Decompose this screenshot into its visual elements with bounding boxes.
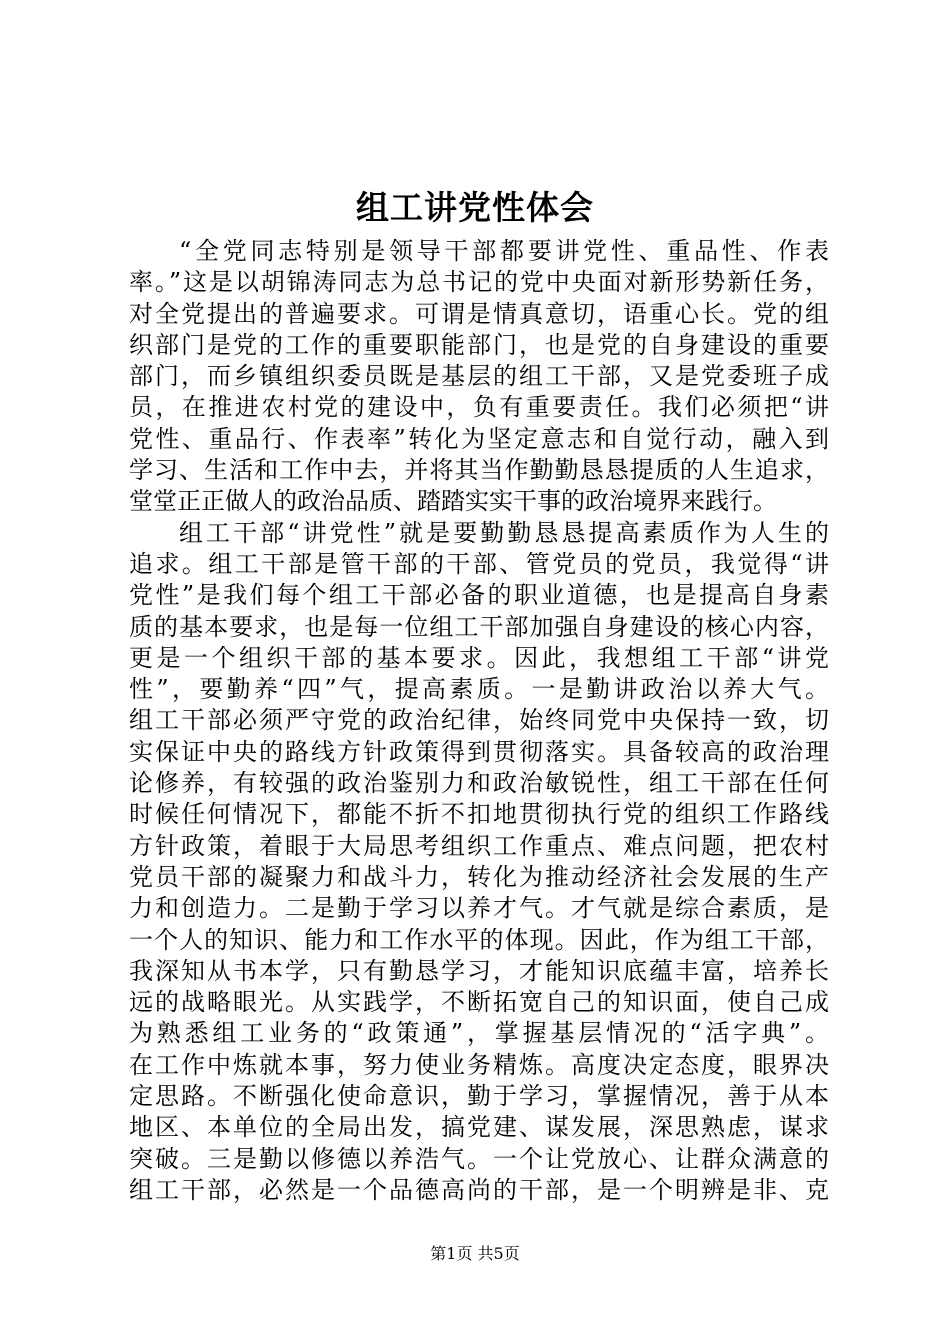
body-line: 党员干部的凝聚力和战斗力，转化为推动经济社会发展的生产 — [129, 862, 829, 891]
body-line: 我深知从书本学，只有勤恳学习，才能知识底蕴丰富，培养长 — [129, 956, 829, 985]
body-line: 组工干部，必然是一个品德高尚的干部，是一个明辨是非、克 — [129, 1175, 829, 1204]
body-line: 性”，要勤养“四”气，提高素质。一是勤讲政治以养大气。 — [129, 675, 829, 704]
body-line: 织部门是党的工作的重要职能部门，也是党的自身建设的重要 — [129, 330, 829, 359]
body-line: 员，在推进农村党的建设中，负有重要责任。我们必须把“讲 — [129, 393, 829, 422]
body-line: 追求。组工干部是管干部的干部、管党员的党员，我觉得“讲 — [129, 549, 829, 578]
body-line: 党性”是我们每个组工干部必备的职业道德，也是提高自身素 — [129, 581, 829, 610]
body-line: 组工干部“讲党性”就是要勤勤恳恳提高素质作为人生的 — [179, 518, 829, 547]
body-line: 定思路。不断强化使命意识，勤于学习，掌握情况，善于从本 — [129, 1082, 829, 1111]
body-line: 突破。三是勤以修德以养浩气。一个让党放心、让群众满意的 — [129, 1144, 829, 1173]
body-line: 组工干部必须严守党的政治纪律，始终同党中央保持一致，切 — [129, 706, 829, 735]
body-line: 质的基本要求，也是每一位组工干部加强自身建设的核心内容， — [129, 612, 829, 641]
body-line: 远的战略眼光。从实践学，不断拓宽自己的知识面，使自己成 — [129, 988, 829, 1017]
body-line: 学习、生活和工作中去，并将其当作勤勤恳恳提质的人生追求， — [129, 456, 829, 485]
body-line: 堂堂正正做人的政治品质、踏踏实实干事的政治境界来践行。 — [129, 487, 777, 516]
body-line: 实保证中央的路线方针政策得到贯彻落实。具备较高的政治理 — [129, 737, 829, 766]
document-body — [129, 236, 829, 1206]
body-line: 对全党提出的普遍要求。可谓是情真意切，语重心长。党的组 — [129, 299, 829, 328]
body-line: 方针政策，着眼于大局思考组织工作重点、难点问题，把农村 — [129, 831, 829, 860]
body-line: “全党同志特别是领导干部都要讲党性、重品性、作表 — [179, 237, 829, 265]
body-line: 部门，而乡镇组织委员既是基层的组工干部，又是党委班子成 — [129, 362, 829, 391]
body-line: 更是一个组织干部的基本要求。因此，我想组工干部“讲党 — [129, 643, 829, 672]
body-line: 论修养，有较强的政治鉴别力和政治敏锐性，组工干部在任何 — [129, 769, 829, 798]
body-line: 时候任何情况下，都能不折不扣地贯彻执行党的组织工作路线 — [129, 800, 829, 829]
document-title: 组工讲党性体会 — [356, 188, 594, 227]
body-line: 为熟悉组工业务的“政策通”，掌握基层情况的“活字典”。 — [129, 1019, 829, 1048]
body-line: 力和创造力。二是勤于学习以养才气。才气就是综合素质，是 — [129, 894, 829, 923]
body-line: 党性、重品行、作表率”转化为坚定意志和自觉行动，融入到 — [129, 424, 829, 453]
body-line: 率。”这是以胡锦涛同志为总书记的党中央面对新形势新任务， — [129, 268, 829, 297]
page-footer: 第1页 共5页 — [430, 1244, 520, 1263]
body-line: 地区、本单位的全局出发，搞党建、谋发展，深思熟虑，谋求 — [129, 1113, 829, 1142]
body-line: 一个人的知识、能力和工作水平的体现。因此，作为组工干部， — [129, 925, 829, 954]
body-line: 在工作中炼就本事，努力使业务精炼。高度决定态度，眼界决 — [129, 1050, 829, 1079]
